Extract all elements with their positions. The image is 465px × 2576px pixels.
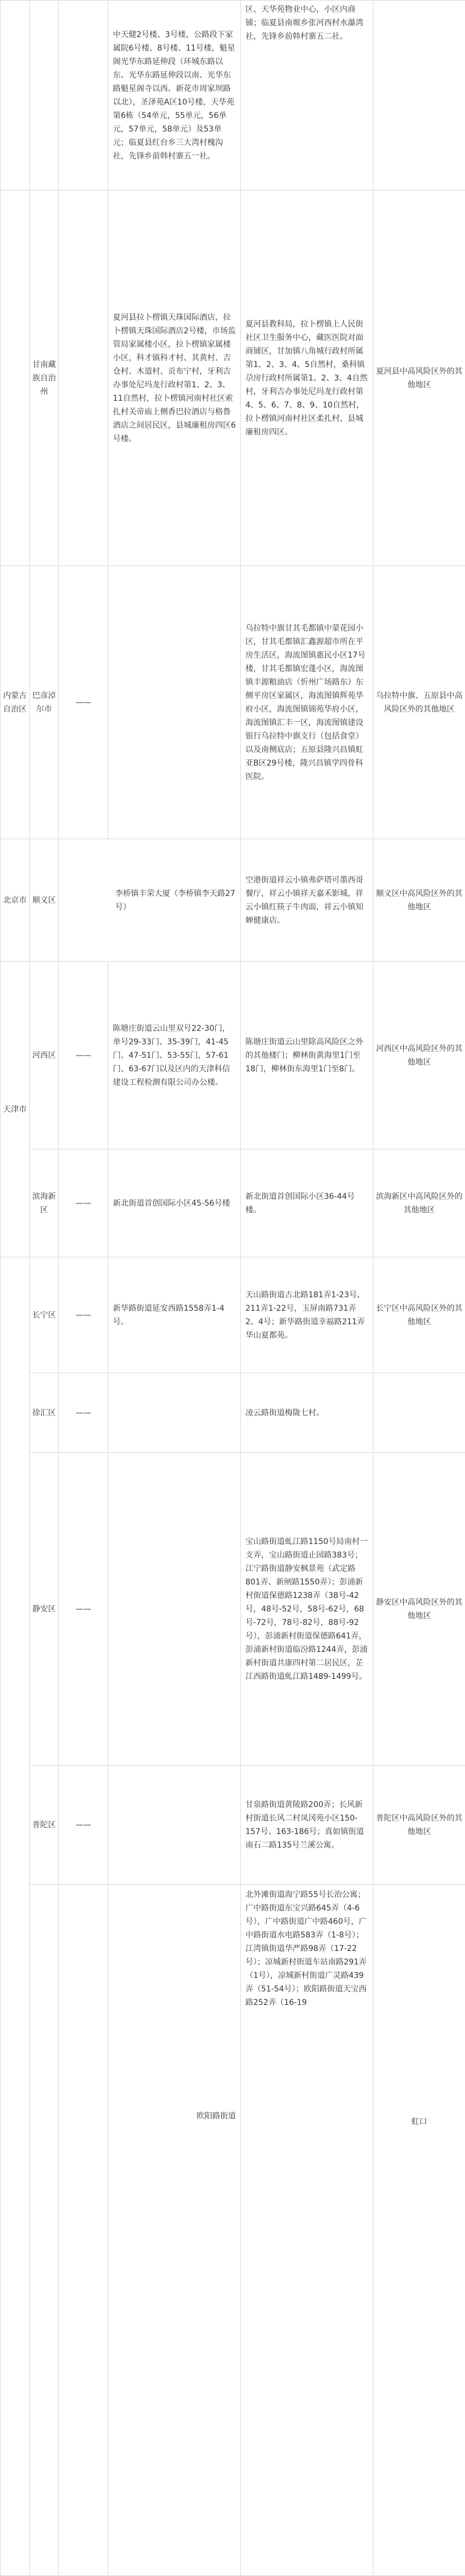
table-row: [1, 1885, 465, 2576]
other-area-cell: 夏河县中高风险区外的其他地区: [373, 191, 465, 566]
other-area-cell: 虹口: [373, 1885, 465, 2576]
low-risk-cell: 凌云路街道梅陇七村。: [241, 1373, 373, 1453]
low-risk-cell: 乌拉特中旗甘其毛都镇中蒙花园小区，甘其毛都镇汇鑫源超市所在平房生活区，海流图镇惠民小区17号楼，甘其毛都镇宏蓬小区，海流图镇丰源粮油店（忻州广场路东）东侧平房区家属区，海流图镇辉苑华府小区，海流图镇锦苑华府小区，海流图镇汇丰一区，海流图镇建设银行乌拉特中旗支行（包括食堂）以及南侧底店；五原县隆兴昌镇虹亚B区29号楼，隆兴昌镇学四骨科医院。: [241, 566, 373, 839]
city-cell: [30, 1, 59, 191]
low-risk-cell: 空港街道祥云小镇弗萨塔可墨西哥餐厅，祥云小镇祥天嘉禾影城，祥云小镇红筷子牛肉面，祥云小镇知蝉健康店。: [241, 839, 373, 962]
high-risk-cell: ——: [59, 1149, 108, 1257]
other-area-cell: 长宁区中高风险区外的其他地区: [373, 1257, 465, 1373]
mid-risk-cell: [108, 1373, 241, 1453]
table-row: [1, 191, 465, 566]
table-row: [1, 1, 465, 191]
high-risk-cell: ——: [59, 1453, 108, 1765]
city-cell: 巴彦淖尔市: [30, 566, 59, 839]
high-risk-cell: ——: [59, 1373, 108, 1453]
mid-risk-cell: 陈塘庄街道云山里双号22-30门，单号29-33门、35-39门，41-45门、47-51门、53-55门，57-61门、63-67门以及区内的天津科信建设工程检测有限公司办公楼。: [108, 962, 241, 1149]
province-cell: 天津市: [1, 962, 30, 1257]
low-risk-cell: 宝山路街道虬江路1150号局南村一支弄，宝山路街道止园路383号；江宁路街道静安枫景苑（武定路801弄、新闸路1550弄）；彭浦新村街道保德路1238弄（38号-42号，48号-52号，58号-62号，68号-72号，78号-82号，88号-92号），彭浦新村街道保德路641弄，彭浦新村街道临汾路1244弄，彭浦新村街道共康四村第二居民区，芷江西路街道虬江路1489-1499号。: [241, 1453, 373, 1765]
city-cell: 甘南藏族自治州: [30, 191, 59, 566]
table-row: [1, 839, 465, 962]
low-risk-cell: 北外滩街道海宁路55号长治公寓；广中路街道东宝兴路645弄（4-6号），广中路街道广中路460号，广中路街道水电路583弄（1-8号）；江湾镇街道华严路98弄（17-22号）；凉城新村街道车站南路291弄（1号），凉城新村街道广灵路439弄（51-54号）；欧阳路街道天宝西路252弄（16-19: [241, 1885, 373, 2576]
province-cell: 北京市: [1, 839, 30, 962]
high-risk-cell: ——: [59, 962, 108, 1149]
province-cell: [1, 1, 30, 191]
low-risk-cell: 天山路街道古北路181弄1-23号、211弄1-22号，玉屏南路731弄2、4号；新华路街道幸福路211弄华山夏都苑。: [241, 1257, 373, 1373]
low-risk-cell: 夏河县教科局，拉卜楞镇上人民街社区卫生服务中心，藏医医院对面商铺区，甘加镇八角城行政村所属第1、2、3、4、5自然村，桑科镇尕房行政村所属第1、2、3、4自然村，牙利吉办事处尼玛龙行政村第4、5、6、7、8、9、10自然村，拉卜楞镇河南村社区柔扎村，县城廉租房四区。: [241, 191, 373, 566]
table-row: [1, 1257, 465, 1373]
city-cell: 河西区: [30, 962, 59, 1149]
high-risk-cell: ——: [59, 1257, 108, 1373]
city-cell: 顺义区: [30, 839, 59, 962]
high-risk-cell: [59, 1885, 108, 2576]
province-cell: 内蒙古自治区: [1, 566, 30, 839]
other-area-cell: [373, 1373, 465, 1453]
mid-risk-cell: [108, 566, 241, 839]
province-cell: [1, 191, 30, 566]
city-cell: 滨海新区: [30, 1149, 59, 1257]
mid-risk-cell: 新北街道首创国际小区45-56号楼: [108, 1149, 241, 1257]
mid-risk-cell: [108, 1765, 241, 1885]
other-area-cell: 滨海新区中高风险区外的其他地区: [373, 1149, 465, 1257]
table-row: [1, 1765, 465, 1885]
province-cell: [1, 1257, 30, 2576]
mid-risk-cell: [108, 1453, 241, 1765]
city-cell: [30, 1885, 59, 2576]
table-row: [1, 1453, 465, 1765]
other-area-cell: [373, 1, 465, 191]
low-risk-cell: 陈塘庄街道云山里除高风险区之外的其他楼门；柳林街黄海里1门至18门，柳林街东海里1门至8门。: [241, 962, 373, 1149]
other-area-cell: 静安区中高风险区外的其他地区: [373, 1453, 465, 1765]
table-row: [1, 1373, 465, 1453]
high-risk-cell: [59, 1, 108, 191]
city-cell: 徐汇区: [30, 1373, 59, 1453]
mid-risk-cell: 李桥镇丰荣大厦（李桥镇李天路27号）: [59, 839, 241, 962]
high-risk-cell: ——: [59, 1765, 108, 1885]
mid-risk-cell: 新华路街道延安西路1558弄1-4号。: [108, 1257, 241, 1373]
low-risk-cell: 区、天华苑物业中心，小区内商铺；临夏县南塬乡张河西村水瀑湾社，先锋乡前韩村寨五二社。: [241, 1, 373, 191]
table-row: [1, 962, 465, 1149]
mid-risk-cell: 中天健2号楼、3号楼，公路段下家属院6号楼、8号楼、11号楼，魁星阁光华东路延伸段（环城东路以东、光华东路延伸段以南、光华东路魁星阁寺以西、新花市周家坝路以北），圣泽苑A区10号楼，天华苑第6栋（54单元，55单元，56单元，57单元，58单元）及53单元；临夏县红台乡三大湾村槐沟社，先锋乡前韩村寨五一社。: [108, 1, 241, 191]
other-area-cell: 河西区中高风险区外的其他地区: [373, 962, 465, 1149]
city-cell: 静安区: [30, 1453, 59, 1765]
mid-risk-cell: 欧阳路街道: [108, 1885, 241, 2576]
high-risk-cell: ——: [59, 566, 108, 839]
city-cell: 长宁区: [30, 1257, 59, 1373]
mid-risk-cell: 夏河县拉卜楞镇天珠国际酒店，拉卜楞镇天珠国际酒店2号楼，市场监管局家属楼小区，拉卜楞镇家属楼小区，科才镇科才村、其黄村、吉仓村、木道村、贡布宁村，牙利吉办事处尼玛龙行政村第1、2、3、11自然村，拉卜楞镇河南村社区索扎村关帝庙上侧香巴拉酒店与格鲁酒店之间居民区，县城廉租房四区6号楼。: [108, 191, 241, 566]
other-area-cell: 顺义区中高风险区外的其他地区: [373, 839, 465, 962]
other-area-cell: 乌拉特中旗、五原县中高风险区外的其他地区: [373, 566, 465, 839]
city-cell: 普陀区: [30, 1765, 59, 1885]
table-row: [1, 566, 465, 839]
low-risk-cell: 新北街道首创国际小区36-44号楼。: [241, 1149, 373, 1257]
other-area-cell: 普陀区中高风险区外的其他地区: [373, 1765, 465, 1885]
table-row: [1, 1149, 465, 1257]
low-risk-cell: 甘泉路街道黄陵路200弄；长风新村街道长风二村凤冈苑小区150-157号、163-186号；真如镇街道南石二路135号兰溪公寓。: [241, 1765, 373, 1885]
high-risk-cell: [59, 191, 108, 566]
